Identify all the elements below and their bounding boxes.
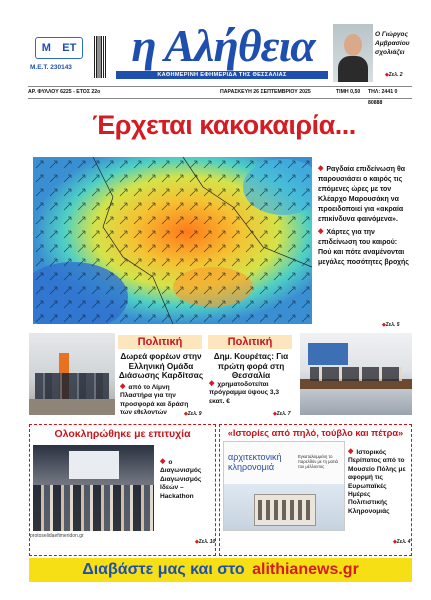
left-story-page: ◆ Σελ. 9 xyxy=(184,411,202,417)
masthead-subtitle: ΚΑΘΗΜΕΡΙΝΗ ΕΦΗΜΕΡΙΔΑ ΤΗΣ ΘΕΣΣΑΛΙΑΣ xyxy=(116,71,328,79)
main-headline: Έρχεται κακοκαιρία... xyxy=(92,110,356,140)
weather-map-image xyxy=(33,157,312,324)
columnist-photo xyxy=(333,24,373,82)
issue-number: ΑΡ. ΦΥΛΛΟΥ 6225 - ΕΤΟΣ 22ο xyxy=(28,89,101,95)
met-logo xyxy=(35,37,83,59)
met-letter-et: ΕΤ xyxy=(62,42,77,54)
right-story-page: ◆ Σελ. 7 xyxy=(273,411,291,417)
tag-politics-left: Πολιτική xyxy=(118,335,202,349)
issue-phone: ΤΗΛ: 2441 0 80888 xyxy=(368,89,398,106)
right-story-title: Δημ. Κουρέτας: Για πρώτη φορά στη Θεσσαλία xyxy=(213,352,289,380)
footer-text: Διαβάστε μας και στο xyxy=(82,561,245,578)
columnist-caption: Ο Γιώργος Αμβρασίου σχολιάζει xyxy=(375,31,410,56)
completed-story-bullet: ◆ ο Διαγωνισμός Διαγωνισμός Ιδεών – Hackathon xyxy=(160,458,212,501)
footer-banner xyxy=(29,558,412,582)
rescue-team-photo xyxy=(29,333,115,415)
issue-info-bar xyxy=(28,86,412,106)
lead-bullet-2: ◆ Χάρτες για την επιδείνωση του καιρού: Πού και πότε αναμένονται μεγάλες ποσότητες βροχής xyxy=(318,227,412,268)
issue-date: ΠΑΡΑΣΚΕΥΗ 26 ΣΕΠΤΕΜΒΡΙΟΥ 2025 xyxy=(220,89,311,95)
hackathon-photo xyxy=(33,445,154,531)
completed-story-title: Ολοκληρώθηκε με επιτυχία xyxy=(54,428,191,440)
heritage-poster xyxy=(223,441,345,531)
right-story-bullet: ◆ χρηματοδοτείται πρόγραμμα ύψους 3,3 εκατ. € xyxy=(209,380,295,406)
completed-story-page: ◆ Σελ. 10 xyxy=(195,539,215,545)
barcode xyxy=(94,36,106,78)
history-story-page: ◆ Σελ. 4 xyxy=(393,539,411,545)
issue-price: ΤΙΜΗ 0,50 xyxy=(336,89,361,95)
history-story-bullet: ◆ Ιστορικός Περίπατος από το Μουσείο Πόλης με αφορμή τις Ευρωπαϊκές Ημέρες Πολιτιστικής Κληρονομιάς xyxy=(348,448,410,516)
poster-text: Εγκαταλειμμένη το παρελθόν με τη ματιά του μέλλοντος xyxy=(298,454,338,469)
footer-site-link[interactable]: alithianews.gr xyxy=(252,561,359,578)
left-story-title: Δωρεά φορέων στην Ελληνική Ομάδα Διάσωσης Καρδίτσας xyxy=(118,352,204,380)
lead-page: ◆ Σελ. 5 xyxy=(382,322,400,328)
poster-title: αρχιτεκτονική κληρονομιά xyxy=(228,452,282,472)
met-letter-m: Μ xyxy=(41,42,51,54)
watermark-text: protoselidaefimeridon.gr xyxy=(30,533,84,539)
left-story-bullet: ◆ από το Λίμνη Πλαστήρα για την προσφορά και δράση των εθελοντών xyxy=(120,383,202,418)
met-code: Μ.Ε.Τ. 230143 xyxy=(30,64,72,71)
tag-politics-right: Πολιτική xyxy=(208,335,292,349)
meeting-photo xyxy=(300,333,412,415)
lead-bullet-1: ◆ Ραγδαία επιδείνωση θα παρουσιάσει ο καιρός τις επόμενες ώρες με τον Κλέαρχο Μαρουσάκη να προειδοποιεί για «ακραία επικίνδυνα φαινόμενα». xyxy=(318,164,412,225)
lead-column xyxy=(318,164,412,268)
history-story-title: «Ιστορίες από πηλό, τούβλο και πέτρα» xyxy=(227,428,404,438)
columnist-page: ◆ Σελ. 2 xyxy=(385,72,403,78)
masthead-title: η Αλήθεια xyxy=(131,20,315,71)
